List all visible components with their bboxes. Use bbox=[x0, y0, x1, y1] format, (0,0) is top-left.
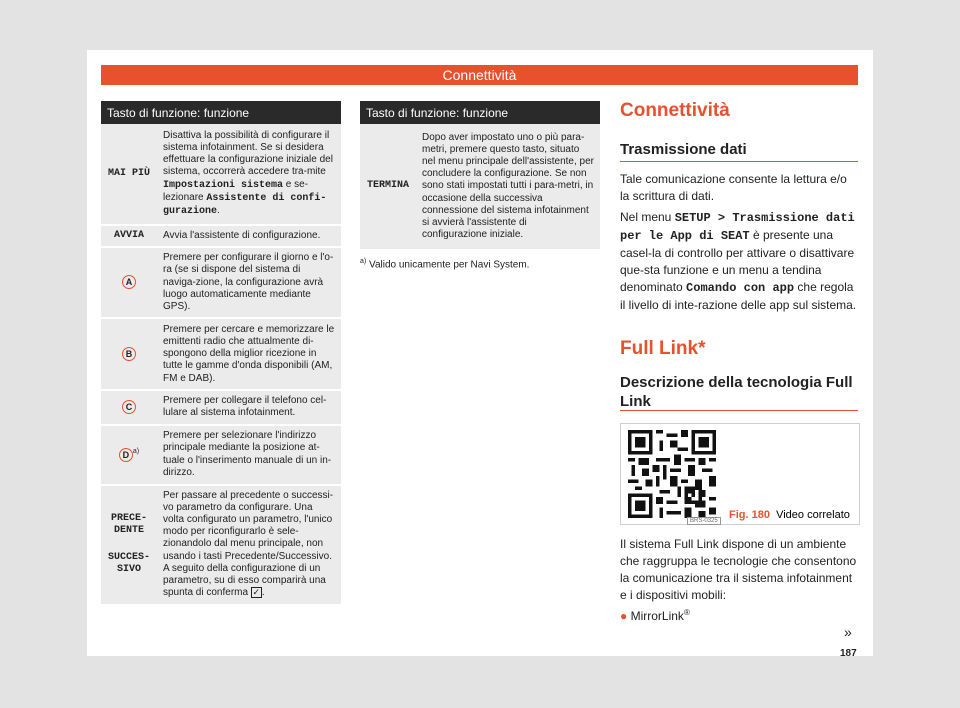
table-row bbox=[101, 425, 341, 485]
key-c bbox=[101, 390, 157, 424]
menu-path: Assistente di confi-gurazione bbox=[163, 192, 327, 217]
menu-path: SETUP > Trasmissione dati per le App di SEAT bbox=[620, 211, 855, 243]
key-termina: TERMINA bbox=[360, 124, 416, 250]
menu-path: Impostazioni sistema bbox=[163, 179, 284, 191]
checkmark-icon: ✓ bbox=[252, 587, 261, 598]
key-successivo: SUCCES-SIVO bbox=[107, 551, 150, 575]
table-row bbox=[360, 124, 600, 250]
table-row bbox=[101, 225, 341, 247]
table-row bbox=[101, 485, 341, 605]
key-d-icon: D bbox=[119, 448, 133, 462]
desc-d: Premere per selezionare l'indirizzo principale mediante la posizione at-tuale o l'inserimento manuale di un in-dirizzo. bbox=[157, 425, 341, 485]
table-row bbox=[101, 390, 341, 424]
desc-mai-piu: Disattiva la possibilità di configurare il sistema infotainment. Se si desidera effettuare la configurazione iniziale del sistema, occorrerà accedere tra-mite Impostazioni sistema e se-lezionare Assistente di confi-gurazione. bbox=[157, 124, 341, 225]
qr-code-icon bbox=[628, 430, 716, 518]
page-number: 187 bbox=[840, 648, 857, 659]
figure-code: BRS-0325 bbox=[687, 517, 721, 525]
subsection-title: Trasmissione dati bbox=[620, 141, 747, 158]
footnote-mark: a) bbox=[360, 258, 367, 265]
key-b bbox=[101, 318, 157, 390]
registered-mark: ® bbox=[683, 608, 690, 617]
key-a-icon: A bbox=[122, 275, 136, 289]
figure-video bbox=[620, 423, 860, 525]
figure-caption bbox=[729, 509, 850, 521]
key-precedente: PRECE-DENTE bbox=[110, 513, 147, 537]
bullet-item: ● MirrorLink® bbox=[620, 608, 690, 623]
section-title: Connettività bbox=[620, 100, 730, 121]
subsection-title: Descrizione della tecnologia Full Link bbox=[620, 374, 853, 410]
function-table-left bbox=[101, 101, 341, 606]
key-mai-piu: MAI PIÙ bbox=[101, 124, 157, 225]
key-a bbox=[101, 247, 157, 318]
footnote-text: Valido unicamente per Navi System. bbox=[369, 259, 530, 271]
footnote-ref: a) bbox=[132, 448, 140, 456]
desc-c: Premere per collegare il telefono cel-lulare al sistema infotainment. bbox=[157, 390, 341, 424]
figure-number: Fig. 180 bbox=[729, 509, 770, 521]
table-row bbox=[101, 247, 341, 318]
table-row bbox=[101, 124, 341, 225]
section-title: Full Link* bbox=[620, 338, 706, 359]
continue-icon: » bbox=[844, 624, 852, 640]
bullet-text: MirrorLink bbox=[630, 609, 684, 623]
footnote bbox=[360, 258, 529, 270]
divider bbox=[620, 410, 858, 411]
paragraph: Il sistema Full Link dispone di un ambiente che raggruppa le tecnologie che consentono la comunicazione tra il sistema infotainment e i dispositivi mobili: bbox=[620, 537, 857, 602]
chapter-header: Connettività bbox=[101, 65, 858, 85]
table-row bbox=[101, 318, 341, 390]
key-avvia: AVVIA bbox=[101, 225, 157, 247]
table-heading: Tasto di funzione: funzione bbox=[101, 101, 341, 124]
desc-prec-succ: Per passare al precedente o successi-vo parametro da configurare. Una volta configurato un parametro, l'unico modo per riconfigurarlo è sele-zionandolo dal menu principale, non usando i tasti Precedente/Successivo. A seguito della configurazione di un parametro, su di esso comparirà una spunta di conferma ✓ . bbox=[157, 485, 341, 605]
key-b-icon: B bbox=[122, 347, 136, 361]
function-table-middle bbox=[360, 101, 600, 251]
desc-termina: Dopo aver impostato uno o più para-metri, premere questo tasto, situato nel menu principale dell'assistente, per concludere la configurazione. Se non sono stati impostati tutti i para-metri, in occasione della successiva connessione del sistema infotainment si avvierà l'assistente di configurazione iniziale. bbox=[416, 124, 600, 250]
desc-avvia: Avvia l'assistente di configurazione. bbox=[157, 225, 341, 247]
table-heading: Tasto di funzione: funzione bbox=[360, 101, 600, 124]
paragraph: Tale comunicazione consente la lettura e/o la scrittura di dati. bbox=[620, 172, 847, 203]
key-c-icon: C bbox=[122, 400, 136, 414]
desc-a: Premere per configurare il giorno e l'o-ra (se si dispone del sistema di naviga-zione, la configurazione avrà luogo automaticamente mediante GPS). bbox=[157, 247, 341, 318]
figure-caption-text: Video correlato bbox=[776, 509, 850, 521]
desc-b: Premere per cercare e memorizzare le emittenti radio che attualmente di-spongono della miglior ricezione in tutte le gamme d'onda disponibili (AM, FM e DAB). bbox=[157, 318, 341, 390]
paragraph: Nel menu SETUP > Trasmissione dati per le App di SEAT è presente una casel-la di controllo per attivare o disattivare que-sta funzione e un menu a tendina denominato Comando con app che regola il livello di inte-razione delle app sul sistema. bbox=[620, 210, 857, 312]
key-d bbox=[101, 425, 157, 485]
key-prec-succ bbox=[101, 485, 157, 605]
divider bbox=[620, 161, 858, 162]
menu-name: Comando con app bbox=[686, 281, 795, 295]
